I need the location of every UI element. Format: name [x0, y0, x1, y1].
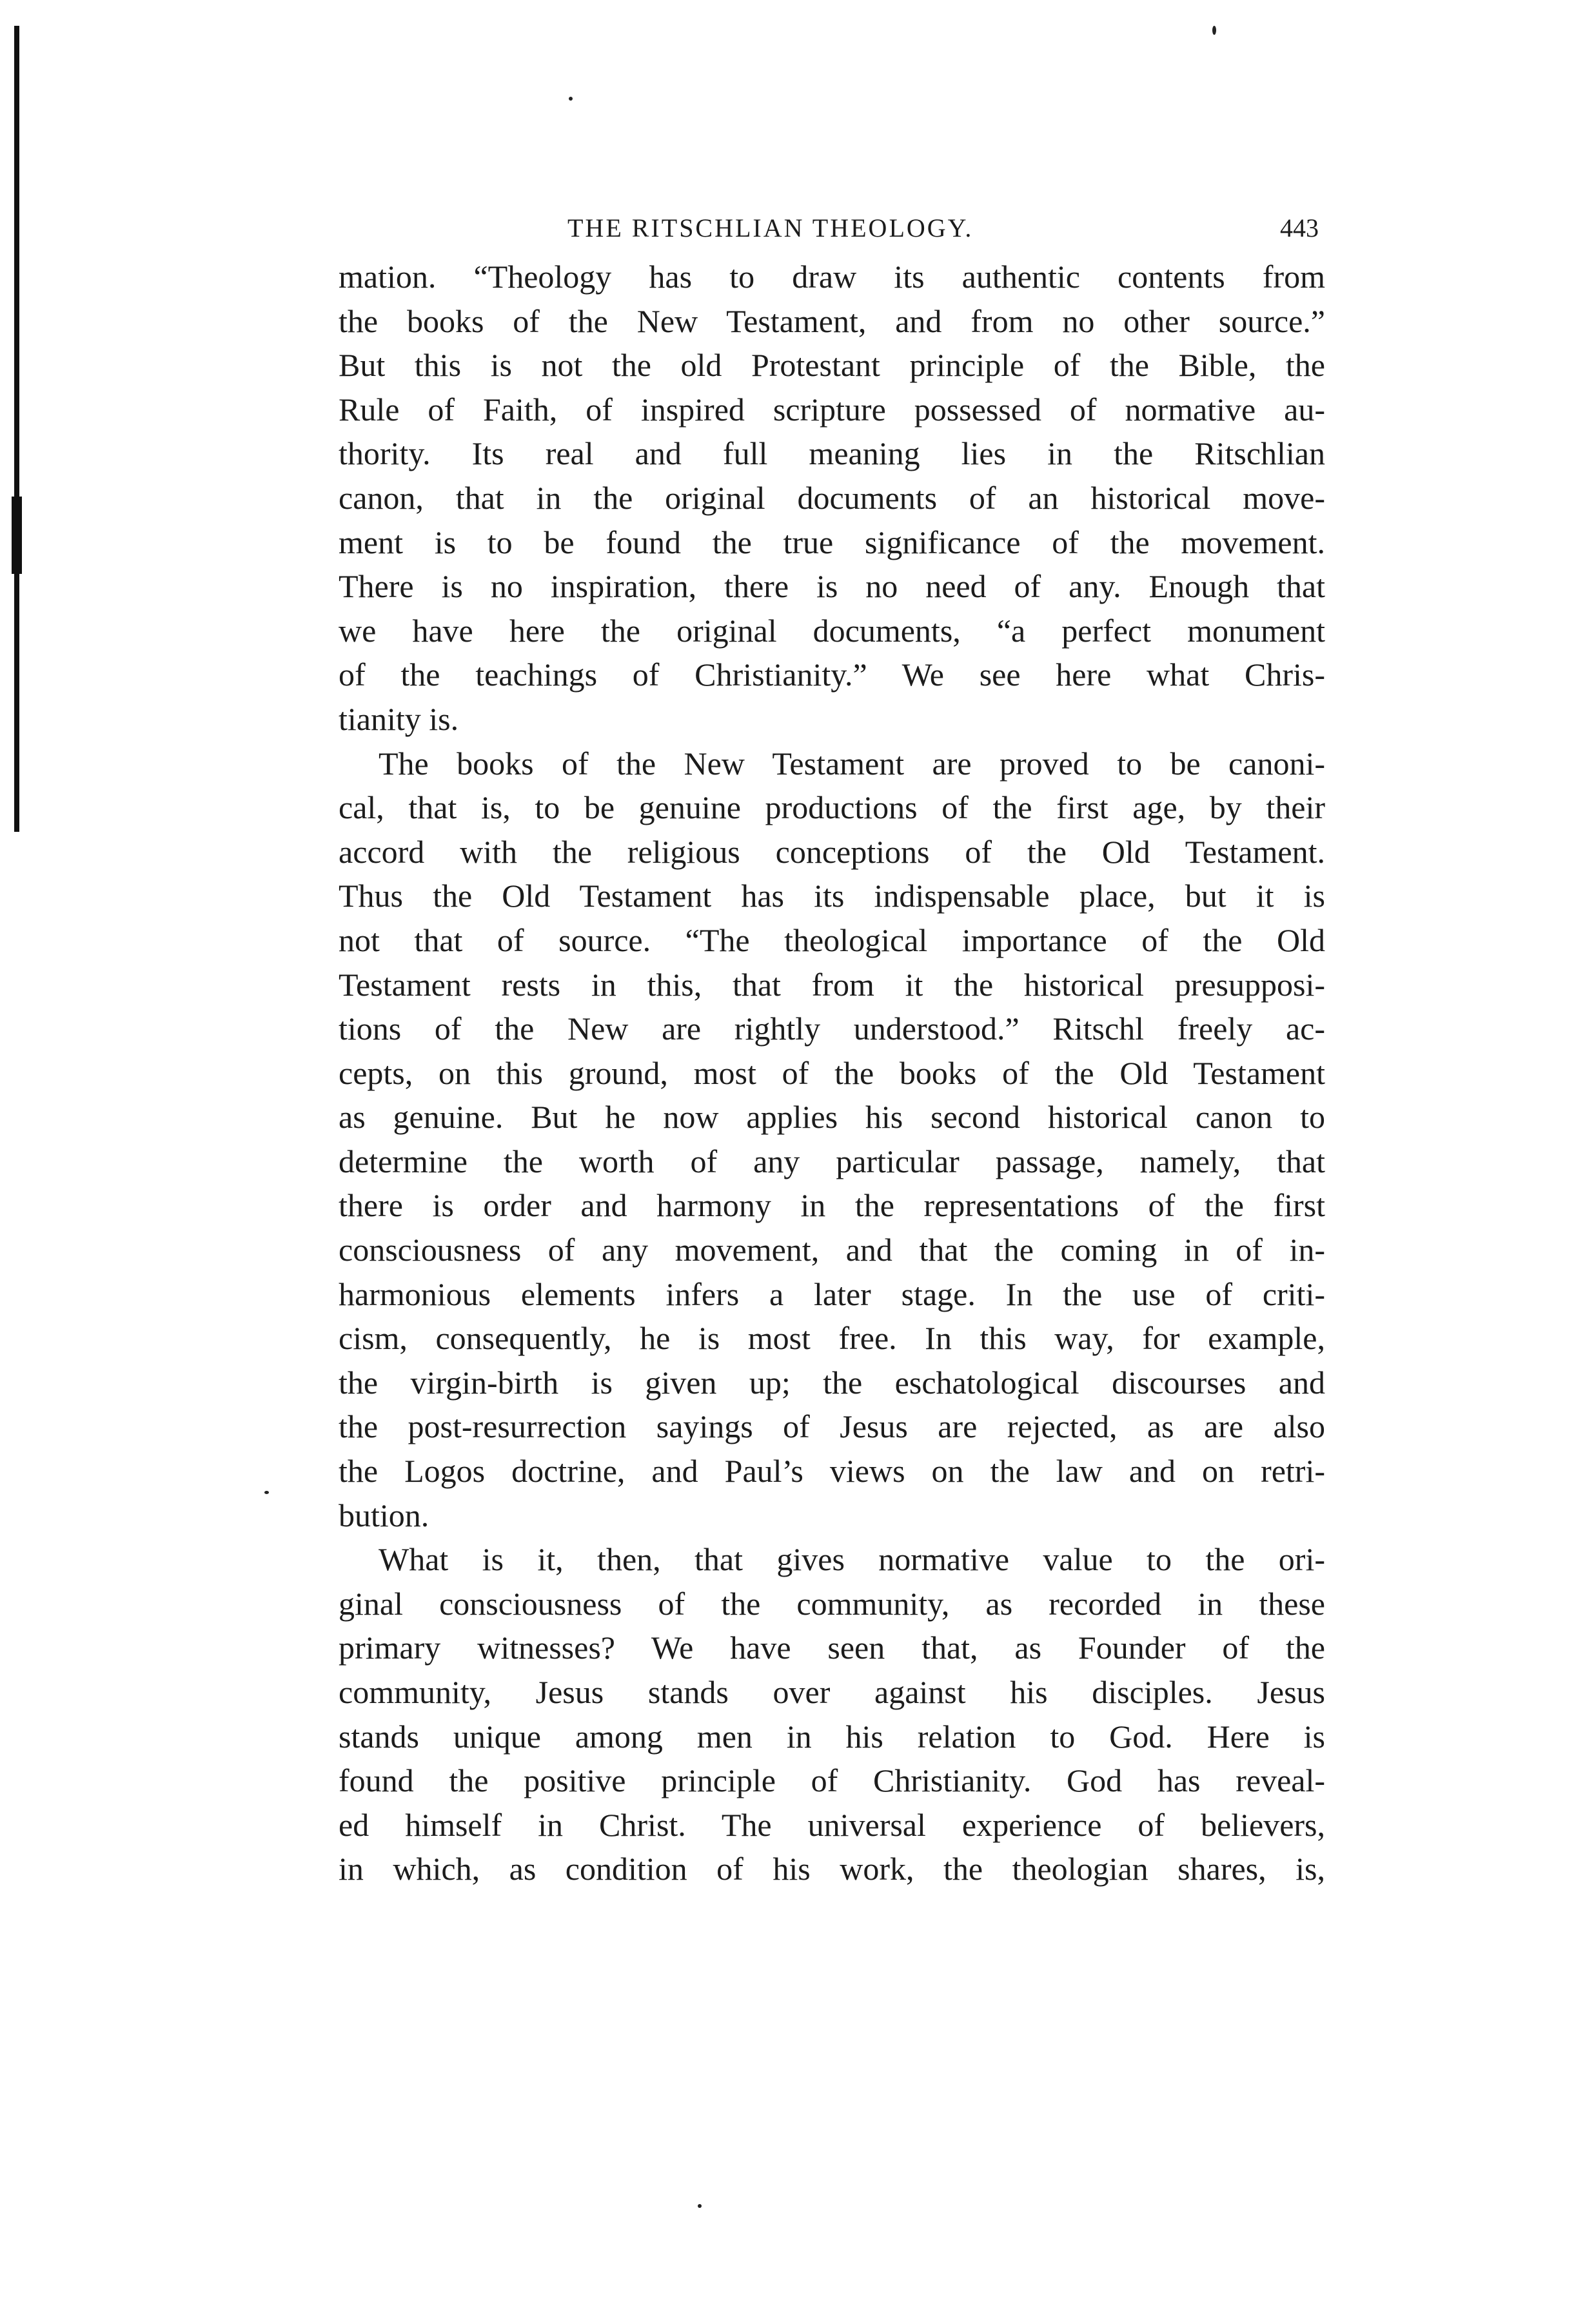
- page-header: [567, 213, 1319, 251]
- scan-speck: [569, 97, 573, 101]
- text-line: tions of the New are rightly understood.” Ritschl freely ac-: [339, 1010, 1325, 1047]
- text-line: canon, that in the original documents of an historical move-: [339, 479, 1325, 516]
- text-line: ed himself in Christ. The universal experience of believers,: [339, 1806, 1325, 1843]
- scan-edge-mark: [14, 26, 19, 832]
- text-line: the post-resurrection sayings of Jesus are rejected, as are also: [339, 1408, 1325, 1445]
- text-line: the Logos doctrine, and Paul’s views on the law and on retri-: [339, 1453, 1325, 1490]
- text-line: harmonious elements infers a later stage. In the use of criti-: [339, 1275, 1325, 1312]
- text-line: the books of the New Testament, and from no other source.”: [339, 302, 1325, 339]
- text-line: cism, consequently, he is most free. In this way, for example,: [339, 1320, 1325, 1357]
- text-line: community, Jesus stands over against his disciples. Jesus: [339, 1674, 1325, 1710]
- text-line: we have here the original documents, “a perfect monument: [339, 612, 1325, 649]
- text-line: the virgin-birth is given up; the eschatological discourses and: [339, 1364, 1325, 1401]
- text-line: primary witnesses? We have seen that, as Founder of the: [339, 1630, 1325, 1666]
- text-line: bution.: [339, 1497, 429, 1533]
- text-line: in which, as condition of his work, the theologian shares, is,: [339, 1851, 1325, 1887]
- text-line: The books of the New Testament are proved to be canoni-: [379, 745, 1325, 782]
- text-line: found the positive principle of Christianity. God has reveal-: [339, 1762, 1325, 1799]
- text-line: there is order and harmony in the representations of the first: [339, 1187, 1325, 1224]
- text-line: ment is to be found the true significance of the movement.: [339, 524, 1325, 560]
- text-line: Thus the Old Testament has its indispensable place, but it is: [339, 878, 1325, 914]
- text-line: determine the worth of any particular passage, namely, that: [339, 1143, 1325, 1179]
- text-line: cepts, on this ground, most of the books of the Old Testament: [339, 1054, 1325, 1091]
- text-line: cal, that is, to be genuine productions of the first age, by their: [339, 789, 1325, 826]
- text-line: But this is not the old Protestant principle of the Bible, the: [339, 347, 1325, 384]
- text-line: stands unique among men in his relation to God. Here is: [339, 1718, 1325, 1755]
- text-line: consciousness of any movement, and that the coming in of in-: [339, 1232, 1325, 1268]
- page-number: 443: [1280, 213, 1319, 242]
- scan-edge-notch: [12, 497, 22, 574]
- text-line: not that of source. “The theological importance of the Old: [339, 921, 1325, 958]
- body-text: [339, 255, 1325, 1891]
- scan-speck: [1212, 26, 1216, 35]
- text-line: What is it, then, that gives normative value to the ori-: [379, 1541, 1325, 1578]
- text-line: thority. Its real and full meaning lies in the Ritschlian: [339, 435, 1325, 472]
- text-line: tianity is.: [339, 700, 459, 737]
- text-line: of the teachings of Christianity.” We see here what Chris-: [339, 656, 1325, 693]
- text-line: mation. “Theology has to draw its authentic contents from: [339, 259, 1325, 295]
- running-head: THE RITSCHLIAN THEOLOGY.: [567, 213, 974, 242]
- text-line: accord with the religious conceptions of the Old Testament.: [339, 833, 1325, 870]
- text-line: Rule of Faith, of inspired scripture possessed of normative au-: [339, 391, 1325, 428]
- text-line: ginal consciousness of the community, as recorded in these: [339, 1585, 1325, 1622]
- text-line: as genuine. But he now applies his second historical canon to: [339, 1099, 1325, 1136]
- text-line: Testament rests in this, that from it the historical presupposi-: [339, 966, 1325, 1003]
- scan-speck: [264, 1491, 269, 1494]
- scan-speck: [698, 2204, 702, 2208]
- text-line: There is no inspiration, there is no need of any. Enough that: [339, 568, 1325, 605]
